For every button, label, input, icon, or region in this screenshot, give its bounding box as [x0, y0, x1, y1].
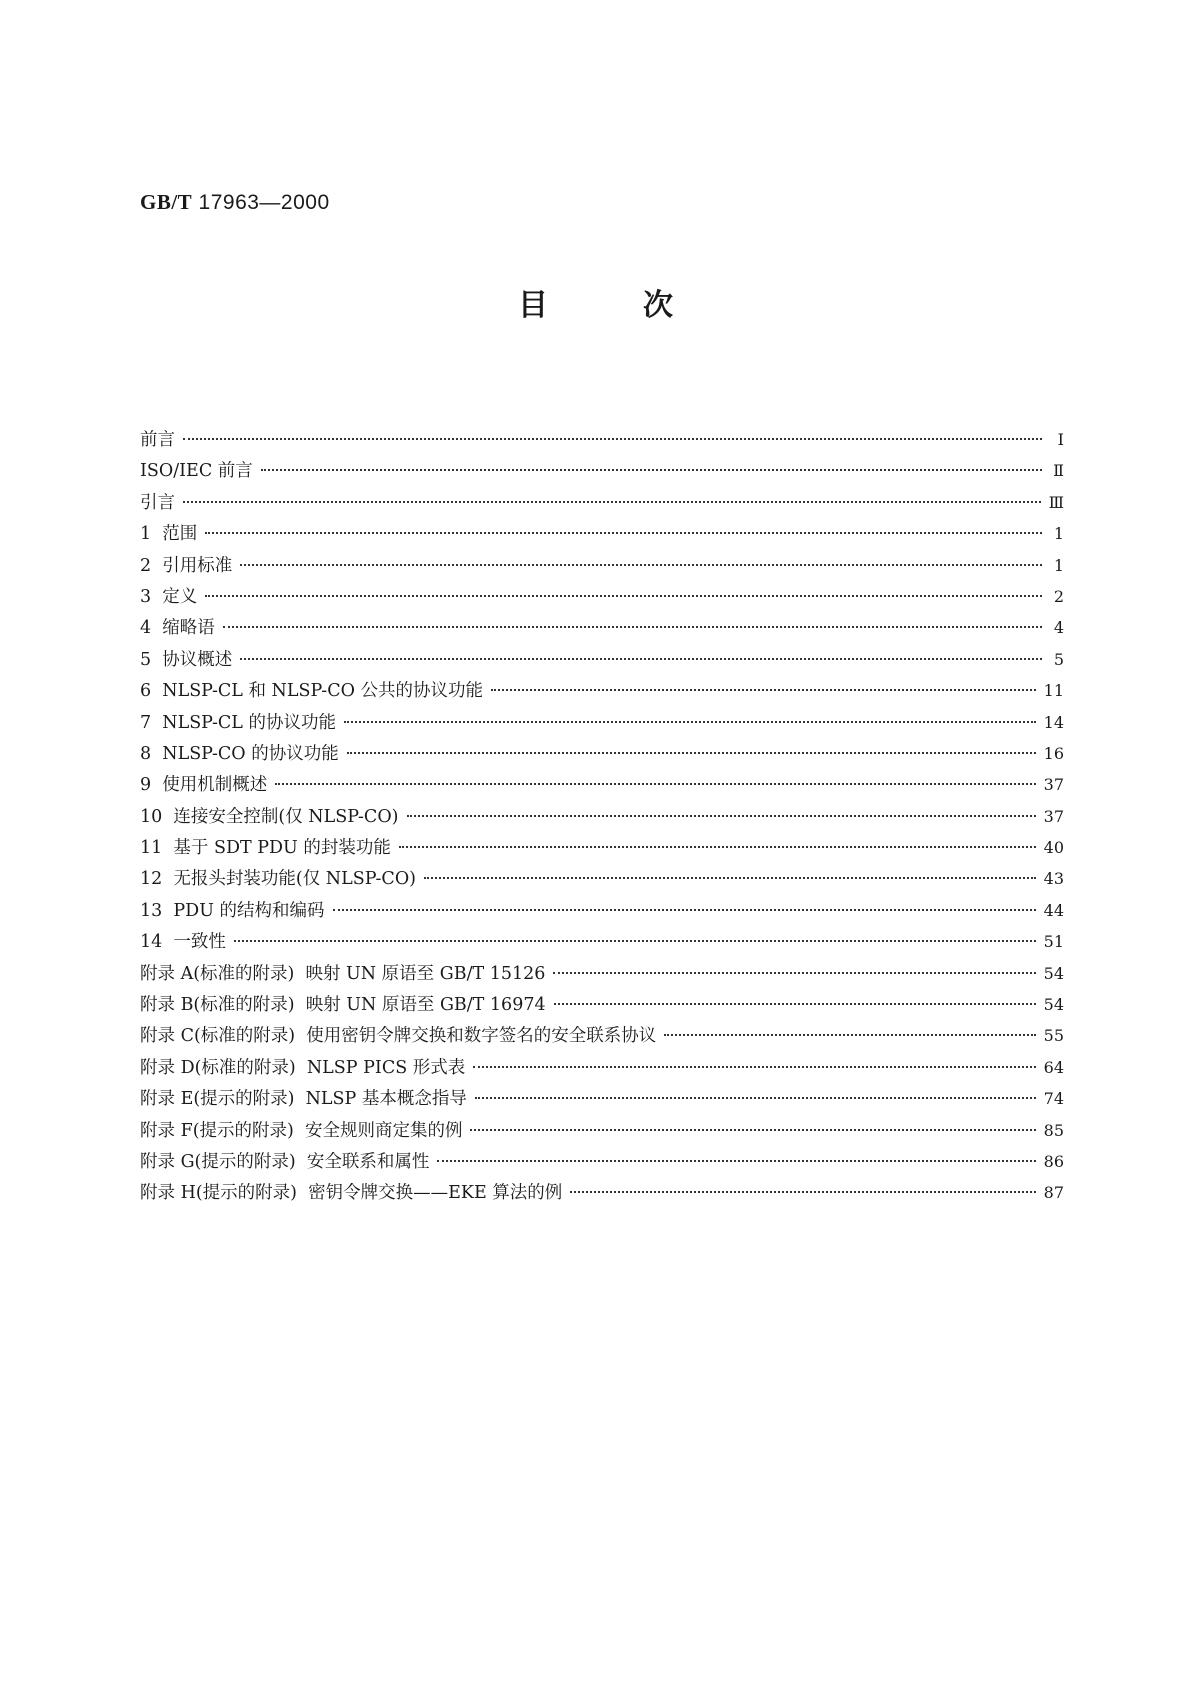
toc-entry[interactable]: [140, 926, 1064, 957]
dot-leader: [475, 1097, 1036, 1099]
toc-entry-page: 11: [1043, 681, 1064, 701]
dot-leader: [664, 1034, 1035, 1036]
toc-entry-page: 16: [1043, 743, 1064, 763]
toc-entry-label: 附录 H(提示的附录) 密钥令牌交换——EKE 算法的例: [140, 1183, 563, 1204]
toc-entry[interactable]: [140, 487, 1064, 518]
toc-entry[interactable]: [140, 518, 1064, 549]
toc-entry[interactable]: [140, 707, 1064, 738]
toc-entry[interactable]: [140, 550, 1064, 581]
dot-leader: [491, 689, 1036, 691]
toc-entry[interactable]: [140, 1052, 1064, 1083]
dot-leader: [183, 501, 1041, 503]
toc-entry-label: 附录 A(标准的附录) 映射 UN 原语至 GB/T 15126: [140, 963, 546, 984]
table-of-contents: [140, 424, 1064, 1209]
toc-entry-label: 前言: [140, 430, 175, 450]
toc-entry-page: 4: [1053, 618, 1064, 638]
dot-leader: [424, 877, 1036, 879]
dot-leader: [553, 972, 1035, 974]
toc-entry-label: 6 NLSP-CL 和 NLSP-CO 公共的协议功能: [140, 681, 484, 702]
dot-leader: [205, 532, 1042, 534]
dot-leader: [470, 1129, 1035, 1131]
dot-leader: [261, 469, 1042, 471]
dot-leader: [333, 909, 1036, 911]
toc-entry-page: 74: [1043, 1089, 1064, 1109]
toc-entry[interactable]: [140, 989, 1064, 1020]
toc-entry[interactable]: [140, 1115, 1064, 1146]
dot-leader: [437, 1160, 1035, 1162]
toc-entry[interactable]: [140, 675, 1064, 706]
toc-entry[interactable]: [140, 958, 1064, 989]
toc-entry-page: Ⅲ: [1048, 492, 1064, 512]
toc-entry-label: 4 缩略语: [140, 618, 215, 639]
toc-entry-page: Ⅱ: [1053, 461, 1064, 481]
toc-entry[interactable]: [140, 455, 1064, 486]
toc-entry[interactable]: [140, 424, 1064, 455]
standard-prefix: GB/T: [140, 190, 193, 214]
toc-entry-page: 40: [1043, 838, 1064, 858]
toc-entry-page: 55: [1043, 1026, 1064, 1046]
toc-entry-label: 附录 E(提示的附录) NLSP 基本概念指导: [140, 1089, 467, 1110]
toc-entry-page: Ⅰ: [1057, 430, 1064, 449]
toc-entry-label: 1 范围: [140, 524, 198, 545]
toc-entry-page: 85: [1043, 1120, 1064, 1140]
toc-entry-page: 1: [1053, 524, 1064, 544]
dot-leader: [240, 564, 1042, 566]
toc-entry-label: 2 引用标准: [140, 555, 233, 576]
toc-entry[interactable]: [140, 1020, 1064, 1051]
toc-entry[interactable]: [140, 832, 1064, 863]
toc-entry-page: 54: [1043, 995, 1064, 1015]
dot-leader: [234, 940, 1036, 942]
toc-entry[interactable]: [140, 644, 1064, 675]
toc-entry-page: 5: [1053, 649, 1064, 669]
toc-entry-page: 37: [1043, 806, 1064, 826]
title-char-right: 次: [643, 288, 673, 323]
toc-entry-label: 附录 B(标准的附录) 映射 UN 原语至 GB/T 16974: [140, 995, 546, 1016]
toc-entry[interactable]: [140, 895, 1064, 926]
toc-entry-page: 1: [1053, 555, 1064, 575]
dot-leader: [407, 815, 1036, 817]
dot-leader: [570, 1191, 1035, 1193]
dot-leader: [205, 595, 1042, 597]
toc-entry[interactable]: [140, 769, 1064, 800]
toc-entry-page: 14: [1043, 712, 1064, 732]
toc-entry-label: 12 无报头封装功能(仅 NLSP-CO): [140, 869, 417, 890]
toc-entry-page: 87: [1043, 1183, 1064, 1203]
toc-entry-label: 10 连接安全控制(仅 NLSP-CO): [140, 806, 399, 827]
toc-entry[interactable]: [140, 1177, 1064, 1208]
document-code: [140, 190, 330, 215]
page-title: [0, 280, 1191, 324]
toc-entry-label: 引言: [140, 492, 175, 513]
dot-leader: [554, 1003, 1036, 1005]
toc-entry-label: 14 一致性: [140, 932, 226, 953]
toc-entry[interactable]: [140, 801, 1064, 832]
title-char-left: 目: [518, 288, 548, 323]
dot-leader: [399, 846, 1036, 848]
toc-entry[interactable]: [140, 738, 1064, 769]
dot-leader: [223, 626, 1042, 628]
toc-entry-page: 44: [1043, 900, 1064, 920]
toc-entry-label: 13 PDU 的结构和编码: [140, 900, 325, 921]
toc-entry-page: 64: [1043, 1057, 1064, 1077]
toc-entry-page: 37: [1043, 775, 1064, 795]
toc-entry-page: 54: [1043, 963, 1064, 983]
toc-entry-label: 5 协议概述: [140, 649, 233, 670]
toc-entry-page: 51: [1043, 932, 1064, 952]
toc-entry-label: 8 NLSP-CO 的协议功能: [140, 743, 339, 764]
toc-entry-label: 附录 C(标准的附录) 使用密钥令牌交换和数字签名的安全联系协议: [140, 1026, 657, 1047]
toc-entry-label: 11 基于 SDT PDU 的封装功能: [140, 838, 391, 859]
toc-entry-label: 3 定义: [140, 586, 198, 607]
toc-entry-label: ISO/IEC 前言: [140, 461, 253, 482]
dot-leader: [344, 721, 1036, 723]
toc-entry[interactable]: [140, 612, 1064, 643]
toc-entry-label: 9 使用机制概述: [140, 775, 268, 796]
dot-leader: [275, 783, 1035, 785]
toc-entry[interactable]: [140, 581, 1064, 612]
dot-leader: [473, 1066, 1035, 1068]
toc-entry-page: 2: [1053, 586, 1064, 606]
toc-entry[interactable]: [140, 863, 1064, 894]
dot-leader: [240, 658, 1042, 660]
toc-entry-label: 7 NLSP-CL 的协议功能: [140, 712, 336, 733]
toc-entry[interactable]: [140, 1083, 1064, 1114]
toc-entry-label: 附录 D(标准的附录) NLSP PICS 形式表: [140, 1057, 466, 1078]
toc-entry[interactable]: [140, 1146, 1064, 1177]
dot-leader: [347, 752, 1036, 754]
dot-leader: [183, 438, 1042, 440]
standard-number: 17963—2000: [198, 191, 330, 214]
toc-entry-label: 附录 G(提示的附录) 安全联系和属性: [140, 1151, 430, 1172]
toc-entry-label: 附录 F(提示的附录) 安全规则商定集的例: [140, 1120, 463, 1141]
toc-entry-page: 43: [1043, 869, 1064, 889]
toc-entry-page: 86: [1043, 1151, 1064, 1171]
